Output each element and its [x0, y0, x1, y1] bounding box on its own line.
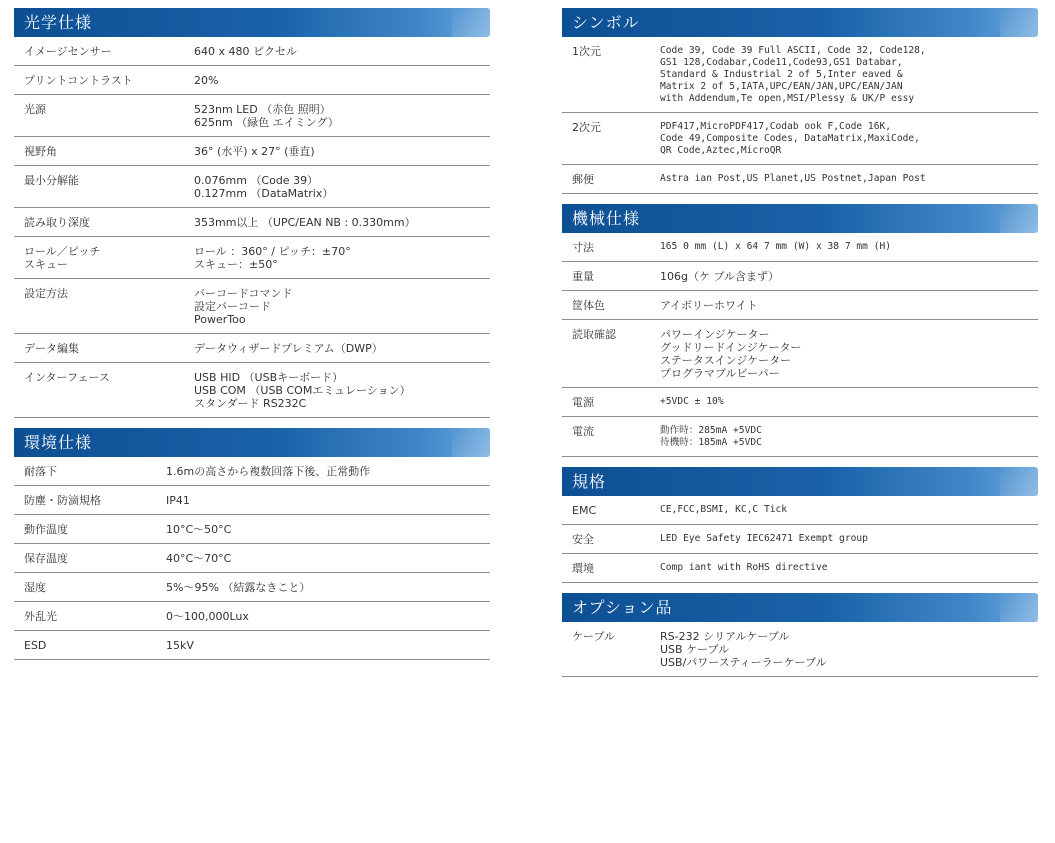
symbol-table — [562, 37, 1038, 194]
spec-row — [14, 208, 490, 237]
optical-spec-header: 光学仕様 — [14, 8, 490, 37]
spec-row — [562, 320, 1038, 388]
spec-value: 36° (水平) x 27° (垂直) — [194, 145, 315, 158]
spec-label: 外乱光 — [24, 610, 57, 623]
spec-row — [14, 334, 490, 363]
spec-value: 353mm以上 （UPC/EAN NB : 0.330mm） — [194, 216, 416, 229]
spec-label: 郵便 — [572, 173, 594, 186]
spec-row — [14, 137, 490, 166]
spec-row — [14, 544, 490, 573]
spec-label: 湿度 — [24, 581, 46, 594]
spec-label: 読み取り深度 — [24, 216, 90, 229]
spec-label: データ編集 — [24, 342, 79, 355]
spec-row — [14, 279, 490, 334]
spec-label: 最小分解能 — [24, 174, 79, 187]
spec-row — [14, 363, 490, 418]
spec-value: IP41 — [166, 494, 190, 507]
spec-value: Astra ian Post,US Planet,US Postnet,Japan Post — [660, 173, 926, 184]
spec-value: 1.6mの高さから複数回落下後、正常動作 — [166, 465, 371, 478]
environment-spec-table — [14, 457, 490, 660]
spec-label: 光源 — [24, 103, 46, 116]
symbol-section — [562, 8, 1038, 194]
spec-label: 保存温度 — [24, 552, 68, 565]
spec-row — [14, 515, 490, 544]
spec-row — [14, 237, 490, 279]
spec-value: 10°C～50°C — [166, 523, 232, 536]
spec-value: 5%～95% （結露なきこと） — [166, 581, 311, 594]
spec-label: 耐落下 — [24, 465, 57, 478]
spec-row — [562, 233, 1038, 262]
spec-row — [14, 486, 490, 515]
spec-row — [14, 602, 490, 631]
spec-row — [562, 388, 1038, 417]
standards-table — [562, 496, 1038, 583]
environment-spec-section — [14, 428, 490, 660]
spec-value: 40°C～70°C — [166, 552, 232, 565]
spec-label: 環境 — [572, 562, 594, 575]
spec-label: インターフェース — [24, 371, 110, 384]
options-section — [562, 593, 1038, 677]
right-column — [562, 8, 1038, 677]
spec-label: 2次元 — [572, 121, 601, 134]
spec-label: 寸法 — [572, 241, 594, 254]
spec-row — [14, 37, 490, 66]
spec-row — [562, 525, 1038, 554]
spec-value: 0～100,000Lux — [166, 610, 249, 623]
spec-label: 1次元 — [572, 45, 601, 58]
spec-value: 523nm LED （赤色 照明） 625nm （緑色 エイミング） — [194, 103, 339, 129]
spec-row — [562, 37, 1038, 113]
spec-value: 動作時：285mA +5VDC 待機時：185mA +5VDC — [660, 425, 762, 448]
spec-row — [562, 554, 1038, 583]
spec-label: ロール／ピッチ スキュー — [24, 245, 101, 271]
spec-value: 0.076mm （Code 39） 0.127mm （DataMatrix） — [194, 174, 334, 200]
spec-value: 15kV — [166, 639, 194, 652]
spec-row — [562, 165, 1038, 194]
environment-spec-header: 環境仕様 — [14, 428, 490, 457]
optical-spec-table — [14, 37, 490, 418]
spec-label: 電流 — [572, 425, 594, 438]
standards-section — [562, 467, 1038, 583]
spec-row — [14, 166, 490, 208]
options-header: オプション品 — [562, 593, 1038, 622]
spec-value: アイボリーホワイト — [660, 299, 758, 312]
spec-value: 640 x 480 ピクセル — [194, 45, 297, 58]
spec-row — [562, 417, 1038, 457]
spec-row — [14, 95, 490, 137]
spec-label: ケーブル — [572, 630, 616, 643]
spec-label: 重量 — [572, 270, 594, 283]
spec-label: 電源 — [572, 396, 594, 409]
spec-value: バーコードコマンド 設定バーコード PowerToo — [194, 287, 293, 326]
spec-value: 165 0 mm (L) x 64 7 mm (W) x 38 7 mm (H) — [660, 241, 892, 252]
spec-value: ロール ：360° / ピッチ：±70° スキュー：±50° — [194, 245, 351, 271]
spec-label: 動作温度 — [24, 523, 68, 536]
spec-row — [14, 457, 490, 486]
spec-label: イメージセンサー — [24, 45, 112, 58]
spec-row — [14, 66, 490, 95]
spec-label: EMC — [572, 504, 597, 517]
spec-value: +5VDC ± 10% — [660, 396, 724, 407]
spec-label: 設定方法 — [24, 287, 68, 300]
mechanical-spec-section — [562, 204, 1038, 457]
optical-spec-section — [14, 8, 490, 418]
options-table — [562, 622, 1038, 677]
spec-value: 20% — [194, 74, 219, 87]
spec-value: USB HID （USBキーボード） USB COM （USB COMエミュレーション） スタンダード RS232C — [194, 371, 411, 410]
spec-row — [562, 291, 1038, 320]
spec-label: 視野角 — [24, 145, 57, 158]
spec-value: 106g（ケ ブル含まず） — [660, 270, 780, 283]
spec-label: 筐体色 — [572, 299, 605, 312]
spec-label: 安全 — [572, 533, 594, 546]
spec-value: LED Eye Safety IEC62471 Exempt group — [660, 533, 868, 544]
standards-header: 規格 — [562, 467, 1038, 496]
spec-row — [14, 631, 490, 660]
spec-label: 防塵・防滴規格 — [24, 494, 101, 507]
spec-value: PDF417,MicroPDF417,Codab ook F,Code 16K, Code 49,Composite Codes, DataMatrix,MaxiCode, QR Code,Aztec,MicroQR — [660, 121, 920, 156]
spec-row — [562, 622, 1038, 677]
spec-label: プリントコントラスト — [24, 74, 133, 87]
spec-value: CE,FCC,BSMI, KC,C Tick — [660, 504, 788, 515]
spec-value: データウィザードプレミアム（DWP） — [194, 342, 383, 355]
spec-row — [562, 113, 1038, 165]
spec-label: 読取確認 — [572, 328, 616, 341]
spec-row — [14, 573, 490, 602]
spec-label: ESD — [24, 639, 47, 652]
spec-value: Code 39, Code 39 Full ASCII, Code 32, Code128, GS1 128,Codabar,Code11,Code93,GS1 Databar, Standard & Industrial 2 of 5,Inter eaved & Matrix 2 of 5,IATA,UPC/EAN/JAN,UPC/EAN/JAN with Addendum,Te open,MSI/Plessy & UK/P essy — [660, 45, 926, 104]
spec-row — [562, 496, 1038, 525]
spec-value: パワーインジケーター グッドリードインジケーター ステータスインジケーター プログラマブルビーパー — [660, 328, 802, 380]
left-column — [14, 8, 490, 660]
mechanical-spec-table — [562, 233, 1038, 457]
spec-value: RS-232 シリアルケーブル USB ケーブル USB/パワースティーラーケーブル — [660, 630, 827, 669]
symbol-header: シンボル — [562, 8, 1038, 37]
spec-row — [562, 262, 1038, 291]
mechanical-spec-header: 機械仕様 — [562, 204, 1038, 233]
spec-value: Comp iant with RoHS directive — [660, 562, 828, 573]
